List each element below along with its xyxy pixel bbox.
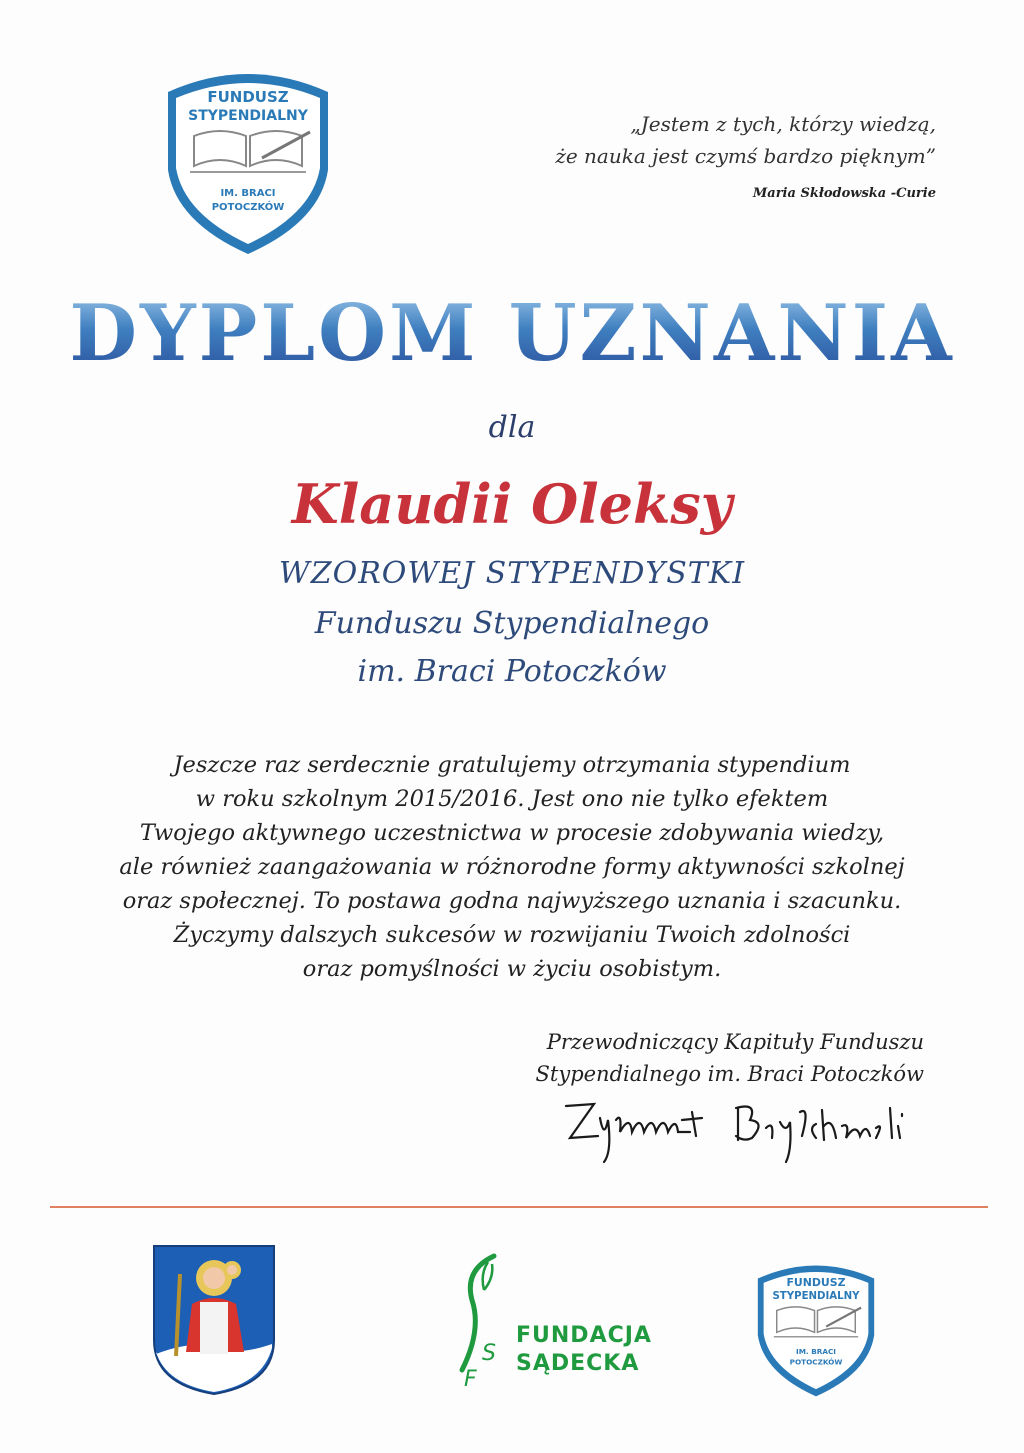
svg-text:S: S bbox=[482, 1341, 496, 1366]
svg-text:STYPENDIALNY: STYPENDIALNY bbox=[188, 108, 308, 124]
fundacja-name-line: SĄDECKA bbox=[516, 1351, 640, 1376]
fund-name-line1: Funduszu Stypendialnego bbox=[314, 606, 710, 641]
body-line: oraz pomyślności w życiu osobistym. bbox=[302, 956, 722, 982]
fundusz-logo bbox=[160, 62, 336, 258]
fundusz-logo-small bbox=[752, 1256, 880, 1400]
body-line: oraz społecznej. To postawa godna najwyższego uznania i szacunku. bbox=[122, 888, 902, 914]
body-line: ale również zaangażowania w różnorodne formy aktywności szkolnej bbox=[119, 854, 905, 880]
svg-text:POTOCZKÓW: POTOCZKÓW bbox=[789, 1357, 843, 1367]
svg-text:IM. BRACI: IM. BRACI bbox=[795, 1347, 837, 1357]
body-line: w roku szkolnym 2015/2016. Jest ono nie tylko efektem bbox=[195, 786, 829, 812]
signatory-line: Przewodniczący Kapituły Funduszu bbox=[546, 1030, 924, 1054]
svg-text:FUNDUSZ: FUNDUSZ bbox=[786, 1275, 846, 1289]
signatory-line: Stypendialnego im. Braci Potoczków bbox=[535, 1062, 924, 1086]
quote-line: że nauka jest czymś bardzo pięknym” bbox=[555, 144, 936, 168]
svg-text:IM. BRACI: IM. BRACI bbox=[220, 188, 276, 199]
signatory-title bbox=[536, 1026, 925, 1090]
svg-text:F: F bbox=[464, 1367, 477, 1390]
body-line: Życzymy dalszych sukcesów w rozwijaniu Twoich zdolności bbox=[173, 922, 851, 948]
svg-text:POTOCZKÓW: POTOCZKÓW bbox=[211, 202, 285, 213]
fundacja-name-line: FUNDACJA bbox=[516, 1323, 652, 1348]
svg-text:STYPENDIALNY: STYPENDIALNY bbox=[772, 1290, 860, 1302]
recipient-rank: WZOROWEJ STYPENDYSTKI bbox=[278, 556, 746, 591]
svg-text:FUNDUSZ: FUNDUSZ bbox=[207, 88, 289, 106]
quote-block bbox=[555, 108, 936, 201]
fundacja-sadecka-logo-icon bbox=[454, 1250, 510, 1390]
quote-line: „Jestem z tych, którzy wiedzą, bbox=[630, 112, 936, 136]
quote-author: Maria Skłodowska -Curie bbox=[752, 186, 936, 201]
handwritten-signature bbox=[560, 1092, 930, 1170]
recipient-name: Klaudii Oleksy bbox=[291, 472, 733, 536]
congratulation-text bbox=[80, 748, 944, 986]
coat-of-arms-icon bbox=[152, 1244, 276, 1396]
footer-divider bbox=[50, 1206, 988, 1208]
fundacja-sadecka-name bbox=[516, 1322, 652, 1378]
body-line: Jeszcze raz serdecznie gratulujemy otrzymania stypendium bbox=[173, 752, 851, 778]
body-line: Twojego aktywnego uczestnictwa w procesie zdobywania wiedzy, bbox=[139, 820, 885, 846]
diploma-title: DYPLOM UZNANIA bbox=[69, 288, 955, 379]
for-label: dla bbox=[488, 410, 536, 445]
fund-name-line2: im. Braci Potoczków bbox=[357, 654, 667, 689]
